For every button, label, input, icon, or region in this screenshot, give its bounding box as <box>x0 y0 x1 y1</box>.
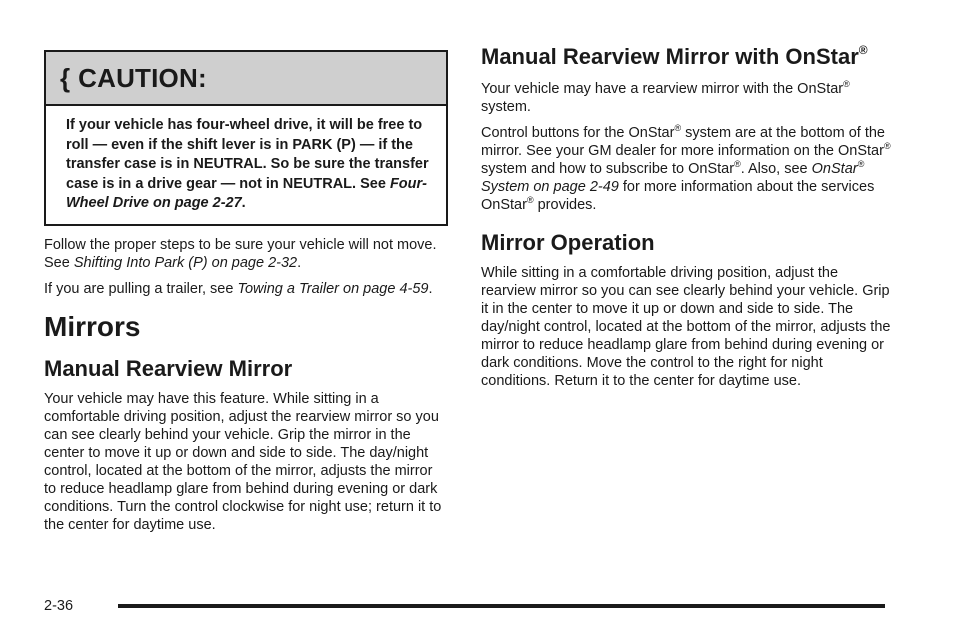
section-title-mirrors: Mirrors <box>44 310 141 342</box>
subsection-title-manual-rearview-mirror: Manual Rearview Mirror <box>44 355 293 381</box>
subsection-title-mirror-operation: Mirror Operation <box>481 230 655 255</box>
page-number: 2-36 <box>44 598 74 614</box>
caution-warning-icon: { <box>60 63 71 93</box>
caution-box <box>44 50 448 226</box>
footer-divider <box>118 604 885 608</box>
mirror-operation-paragraph: While sitting in a comfortable driving position, adjust the rearview mirror so you can see clearly behind your vehicle. Grip it in the center to move it up or down and side to side. The day/night control, located at the bottom of the mirror, adjusts the mirror to reduce headlamp glare from behind during evening or dark conditions. Move the control to the right for night conditions. Return it to the center for daytime use. <box>481 265 891 389</box>
subsection-title-mirror-with-onstar: Manual Rearview Mirror with OnStar® <box>481 43 868 69</box>
caution-cross-reference[interactable]: Four-Wheel Drive on page 2-27 <box>66 175 427 211</box>
onstar-mirror-paragraph: Your vehicle may have a rearview mirror with the OnStar® system. <box>481 79 850 115</box>
right-column <box>481 44 891 390</box>
park-steps-paragraph: Follow the proper steps to be sure your vehicle will not move. See Shifting Into Park (P) on page 2-32. <box>44 236 437 271</box>
left-column <box>44 50 448 534</box>
towing-trailer-reference[interactable]: Towing a Trailer on page 4-59 <box>237 280 429 297</box>
manual-rearview-mirror-paragraph: Your vehicle may have this feature. While sitting in a comfortable driving position, adjust the rearview mirror so you can see clearly behind your vehicle. Grip the mirror in the center to move it up or down and side to side. The day/night control, located at the bottom of the mirror, adjusts the mirror to reduce headlamp glare from behind during evening or dark conditions. Turn the control clockwise for night use; return it to the center for daytime use. <box>44 390 442 533</box>
caution-header <box>46 52 446 106</box>
shifting-into-park-reference[interactable]: Shifting Into Park (P) on page 2-32 <box>73 254 298 271</box>
trailer-paragraph: If you are pulling a trailer, see Towing a Trailer on page 4-59. <box>44 280 433 297</box>
caution-title: CAUTION: <box>78 62 207 93</box>
onstar-system-reference[interactable]: OnStar® System on page 2-49 <box>481 159 865 195</box>
caution-text: If your vehicle has four-wheel drive, it will be free to roll — even if the shift lever is in PARK (P) — if the transfer case is in NEUTRAL. So be sure the transfer case is in a drive gear — not in NEUTRAL. See Four-Wheel Drive on page 2-27. <box>66 117 429 211</box>
onstar-control-buttons-paragraph: Control buttons for the OnStar® system are at the bottom of the mirror. See your GM dealer for more information on the OnStar® system and how to subscribe to OnStar®. Also, see OnStar® System on page 2-49 for more information about the services OnStar® provides. <box>481 123 891 213</box>
